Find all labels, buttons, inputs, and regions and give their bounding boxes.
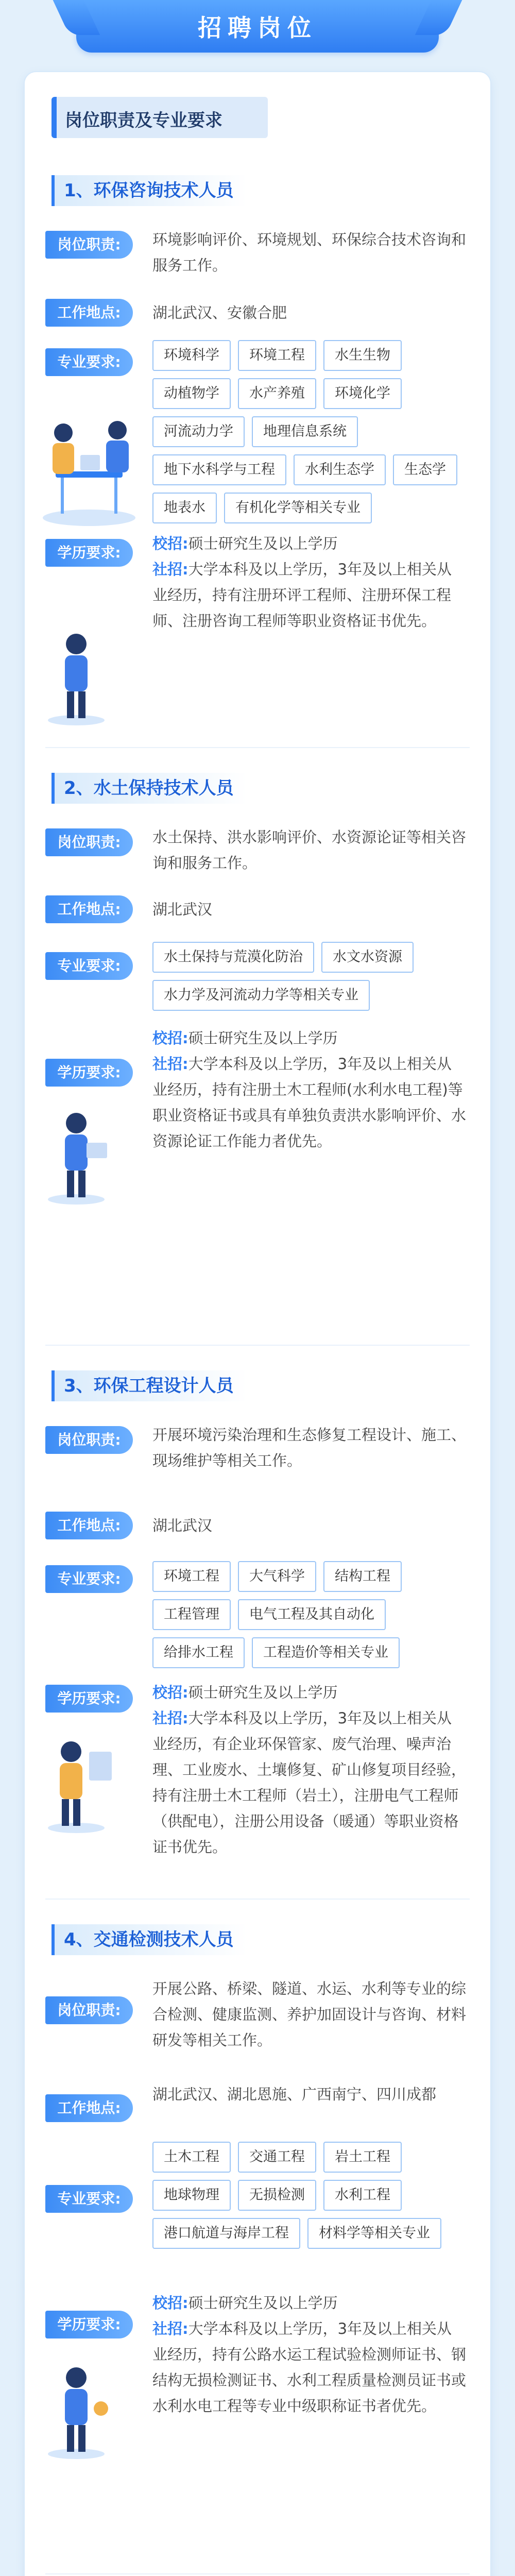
major-tag: 电气工程及其自动化 xyxy=(238,1599,386,1630)
major-tag: 水利生态学 xyxy=(294,454,386,485)
edu-label: 学历要求: xyxy=(45,1685,133,1713)
meeting-illustration xyxy=(40,394,138,528)
duty-text: 水土保持、洪水影响评价、水资源论证等相关咨询和服务工作。 xyxy=(152,828,467,872)
major-tag: 工程造价等相关专业 xyxy=(252,1637,400,1668)
major-tag: 水土保持与荒漠化防治 xyxy=(152,942,314,973)
major-tag: 工程管理 xyxy=(152,1599,231,1630)
duty-label: 岗位职责: xyxy=(45,1996,133,2024)
person-illustration xyxy=(40,1731,117,1834)
job-card xyxy=(25,72,490,2576)
edu-school-prefix: 校招: xyxy=(152,535,188,552)
major-tags xyxy=(152,340,472,523)
major-tag: 交通工程 xyxy=(238,2142,316,2173)
location-text: 湖北武汉、安徽合肥 xyxy=(152,304,287,321)
major-tag: 结构工程 xyxy=(323,1561,402,1592)
edu-school: 硕士研究生及以上学历 xyxy=(188,1029,338,1047)
major-tag: 土木工程 xyxy=(152,2142,231,2173)
edu-social-prefix: 社招: xyxy=(152,1055,188,1073)
card-heading xyxy=(52,97,268,138)
major-tag: 动植物学 xyxy=(152,378,231,409)
major-tag: 环境工程 xyxy=(238,340,316,371)
duty-text: 开展公路、桥梁、隧道、水运、水利等专业的综合检测、健康监测、养护加固设计与咨询、材料研发等相关工作。 xyxy=(152,1980,467,2049)
major-tag: 生态学 xyxy=(393,454,457,485)
person-illustration xyxy=(40,1103,117,1206)
edu-social-prefix: 社招: xyxy=(152,561,188,578)
edu-label: 学历要求: xyxy=(45,539,133,567)
edu-social: 大学本科及以上学历，3年及以上相关从业经历，持有公路水运工程试验检测师证书、钢结构无损检测证书、水利工程质量检测员证书或水利水电工程等专业中级职称证书者优先。 xyxy=(152,2320,467,2415)
divider xyxy=(45,747,470,748)
major-tag: 大气科学 xyxy=(238,1561,316,1592)
duty-label: 岗位职责: xyxy=(45,1426,133,1454)
edu-text xyxy=(152,531,467,634)
location-label: 工作地点: xyxy=(45,895,133,923)
edu-label: 学历要求: xyxy=(45,2311,133,2338)
location-label: 工作地点: xyxy=(45,299,133,327)
major-label: 专业要求: xyxy=(45,952,133,980)
divider xyxy=(45,2573,470,2574)
header xyxy=(0,0,515,72)
major-tag: 有机化学等相关专业 xyxy=(224,493,372,523)
major-tag: 岩土工程 xyxy=(323,2142,402,2173)
location-text: 湖北武汉 xyxy=(152,901,213,918)
duty-label: 岗位职责: xyxy=(45,828,133,856)
major-tag: 地球物理 xyxy=(152,2180,231,2211)
location-text: 湖北武汉、湖北恩施、广西南宁、四川成都 xyxy=(152,2086,437,2103)
location-text: 湖北武汉 xyxy=(152,1517,213,1534)
page-title: 招聘岗位 xyxy=(198,14,317,42)
duty-label: 岗位职责: xyxy=(45,231,133,259)
major-tags xyxy=(152,1561,472,1668)
major-tags xyxy=(152,2142,472,2249)
edu-school: 硕士研究生及以上学历 xyxy=(188,535,338,552)
edu-social: 大学本科及以上学历，3年及以上相关从业经历，有企业环保管家、废气治理、噪声治理、工业废水、土壤修复、矿山修复项目经验，持有注册土木工程师（岩土），注册电气工程师（供配电），注册公用设备（暖通）等职业资格证书优先。 xyxy=(152,1709,467,1856)
section-title: 3、环保工程设计人员 xyxy=(52,1370,247,1401)
major-tag: 水利工程 xyxy=(323,2180,402,2211)
major-tag: 环境化学 xyxy=(323,378,402,409)
edu-school: 硕士研究生及以上学历 xyxy=(188,2294,338,2312)
major-tag: 地下水科学与工程 xyxy=(152,454,286,485)
divider xyxy=(45,1899,470,1900)
major-tags xyxy=(152,942,472,1011)
major-label: 专业要求: xyxy=(45,1565,133,1593)
edu-school-prefix: 校招: xyxy=(152,2294,188,2312)
card-title: 岗位职责及专业要求 xyxy=(65,110,222,131)
major-tag: 河流动力学 xyxy=(152,416,245,447)
person-illustration xyxy=(40,2357,117,2460)
edu-text xyxy=(152,1025,467,1154)
major-tag: 地表水 xyxy=(152,493,217,523)
major-tag: 给排水工程 xyxy=(152,1637,245,1668)
edu-text xyxy=(152,1680,467,1860)
major-tag: 水生生物 xyxy=(323,340,402,371)
divider xyxy=(45,1345,470,1346)
major-tag: 环境科学 xyxy=(152,340,231,371)
section-title: 2、水土保持技术人员 xyxy=(52,773,247,804)
section-title: 1、环保咨询技术人员 xyxy=(52,175,247,206)
major-tag: 港口航道与海岸工程 xyxy=(152,2218,300,2249)
edu-social: 大学本科及以上学历，3年及以上相关从业经历，持有注册土木工程师(水利水电工程)等职业资格证书或具有单独负责洪水影响评价、水资源论证工作能力者优先。 xyxy=(152,1055,467,1150)
major-tag: 地理信息系统 xyxy=(252,416,358,447)
duty-text: 环境影响评价、环境规划、环保综合技术咨询和服务工作。 xyxy=(152,231,467,274)
section-title: 4、交通检测技术人员 xyxy=(52,1924,247,1955)
major-label: 专业要求: xyxy=(45,348,133,376)
major-tag: 水力学及河流动力学等相关专业 xyxy=(152,980,370,1011)
edu-school-prefix: 校招: xyxy=(152,1684,188,1701)
edu-label: 学历要求: xyxy=(45,1059,133,1087)
major-label: 专业要求: xyxy=(45,2185,133,2213)
edu-social-prefix: 社招: xyxy=(152,2320,188,2337)
major-tag: 水产养殖 xyxy=(238,378,316,409)
heading-accent-bar xyxy=(52,97,57,138)
major-tag: 环境工程 xyxy=(152,1561,231,1592)
duty-text: 开展环境污染治理和生态修复工程设计、施工、现场维护等相关工作。 xyxy=(152,1426,467,1469)
edu-school-prefix: 校招: xyxy=(152,1029,188,1047)
major-tag: 材料学等相关专业 xyxy=(307,2218,441,2249)
major-tag: 水文水资源 xyxy=(321,942,414,973)
location-label: 工作地点: xyxy=(45,1512,133,1539)
location-label: 工作地点: xyxy=(45,2094,133,2122)
major-tag: 无损检测 xyxy=(238,2180,316,2211)
edu-school: 硕士研究生及以上学历 xyxy=(188,1684,338,1701)
edu-social-prefix: 社招: xyxy=(152,1709,188,1727)
edu-text xyxy=(152,2290,467,2419)
edu-social: 大学本科及以上学历，3年及以上相关从业经历，持有注册环评工程师、注册环保工程师、注册咨询工程师等职业资格证书优先。 xyxy=(152,561,452,630)
person-illustration xyxy=(40,623,112,726)
